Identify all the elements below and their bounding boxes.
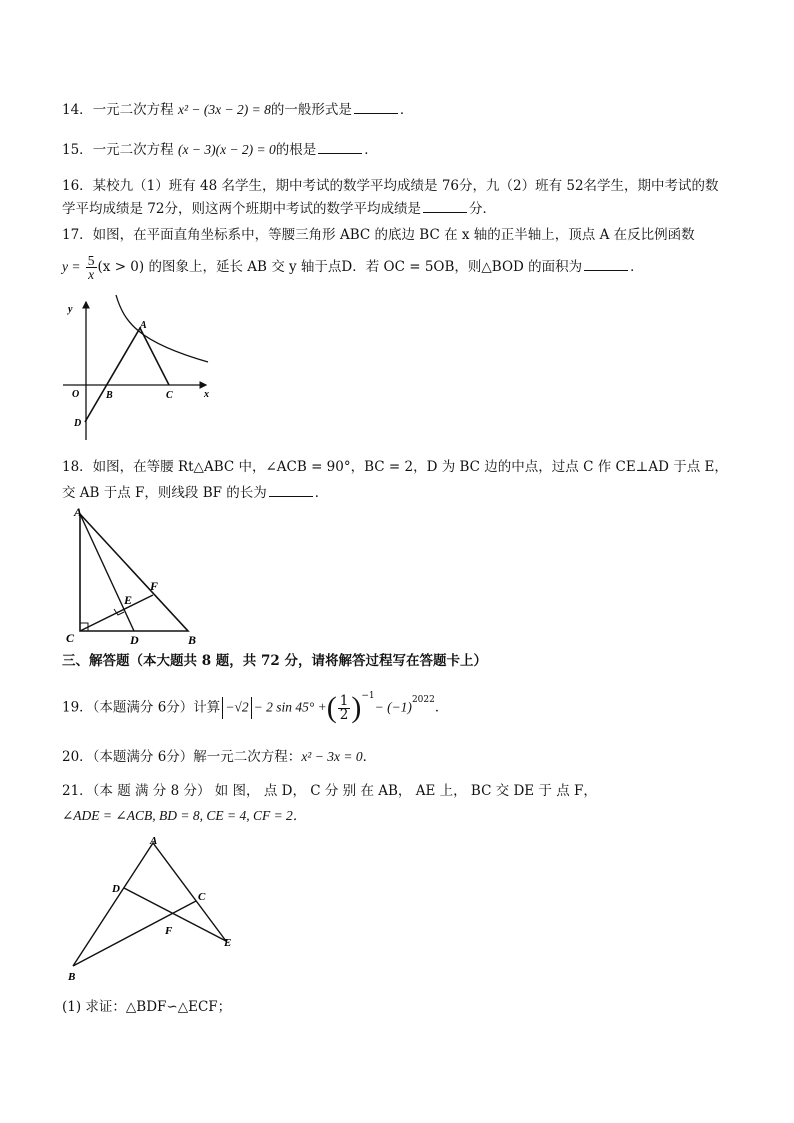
question-17-line2: y = $\frac{5}{x}$ (x > 0) 的图象上，延长 AB 交 y 轴于点D．若 OC = 5OB，则△BOD 的面积为 ． [62, 253, 644, 282]
label-b: B [68, 971, 76, 983]
question-18-line2: 交 AB 于点 F，则线段 BF 的长为 ． [62, 485, 329, 501]
figure-q21-triangles [62, 836, 242, 986]
label-a: A [150, 836, 158, 847]
question-20: 20．（本题满分 6分）解一元二次方程：x² − 3x = 0． [62, 749, 377, 765]
label-c: C [166, 390, 173, 401]
question-14: 14．一元二次方程 x² − (3x − 2) = 8的一般形式是 ． [62, 102, 414, 118]
label-f: F [165, 925, 173, 937]
figure-q18-triangle [60, 504, 210, 649]
label-c: C [66, 631, 75, 645]
label-a: A [140, 320, 147, 331]
label-o: O [72, 389, 80, 400]
answer-blank [318, 141, 362, 154]
axis-label-x: x [204, 389, 209, 400]
label-a: A [74, 505, 83, 519]
q14-equation: x² − (3x − 2) = 8 [177, 102, 271, 117]
answer-blank [423, 200, 467, 213]
question-16-line2: 学平均成绩是 72分，则这两个班期中考试的数学平均成绩是 分． [62, 201, 496, 217]
question-21-line1: 21．（本 题 满 分 8 分） 如 图， 点 D， C 分 别 在 AB， AE 上， BC 交 DE 于 点 F， [62, 783, 597, 799]
answer-blank [269, 484, 313, 497]
question-15: 15．一元二次方程 (x − 3)(x − 2) = 0的根是 ． [62, 142, 378, 158]
label-b: B [106, 390, 113, 401]
axis-label-y: y [68, 304, 73, 315]
label-d: D [112, 883, 120, 895]
label-d: D [130, 633, 139, 647]
question-21-part1: (1) 求证：△BDF∽△ECF； [62, 999, 232, 1015]
label-e: E [124, 593, 133, 607]
label-b: B [188, 633, 197, 647]
answer-blank [354, 101, 398, 114]
fraction-5-over-x: $\frac{5}{x}$ [87, 253, 95, 282]
figure-q17-coordinate-graph [58, 290, 218, 450]
answer-blank [584, 258, 628, 271]
label-e: E [224, 937, 232, 949]
question-18-line1: 18．如图，在等腰 Rt△ABC 中，∠ACB = 90°，BC = 2，D 为 BC 边的中点，过点 C 作 CE⊥AD 于点 E， [62, 459, 728, 475]
question-17-line1: 17．如图，在平面直角坐标系中，等腰三角形 ABC 的底边 BC 在 x 轴的正半轴上，顶点 A 在反比例函数 [62, 227, 695, 243]
section-heading: 三、解答题（本大题共 8 题，共 72 分，请将解答过程写在答题卡上） [62, 653, 487, 669]
label-d: D [74, 418, 82, 429]
question-21-line2: ∠ADE = ∠ACB, BD = 8, CE = 4, CF = 2． [62, 808, 307, 823]
label-c: C [198, 891, 206, 903]
q15-equation: (x − 3)(x − 2) = 0 [177, 142, 276, 157]
label-f: F [150, 579, 159, 593]
question-16-line1: 16．某校九（1）班有 48 名学生，期中考试的数学平均成绩是 76分，九（2）班有 52名学生，期中考试的数 [62, 178, 719, 194]
question-19: 19．（本题满分 6分）计算 −√2 − 2 sin 45° +( $\frac{1}{2}$ )$^{-1}- (-1)^{2022}$． [62, 691, 449, 724]
